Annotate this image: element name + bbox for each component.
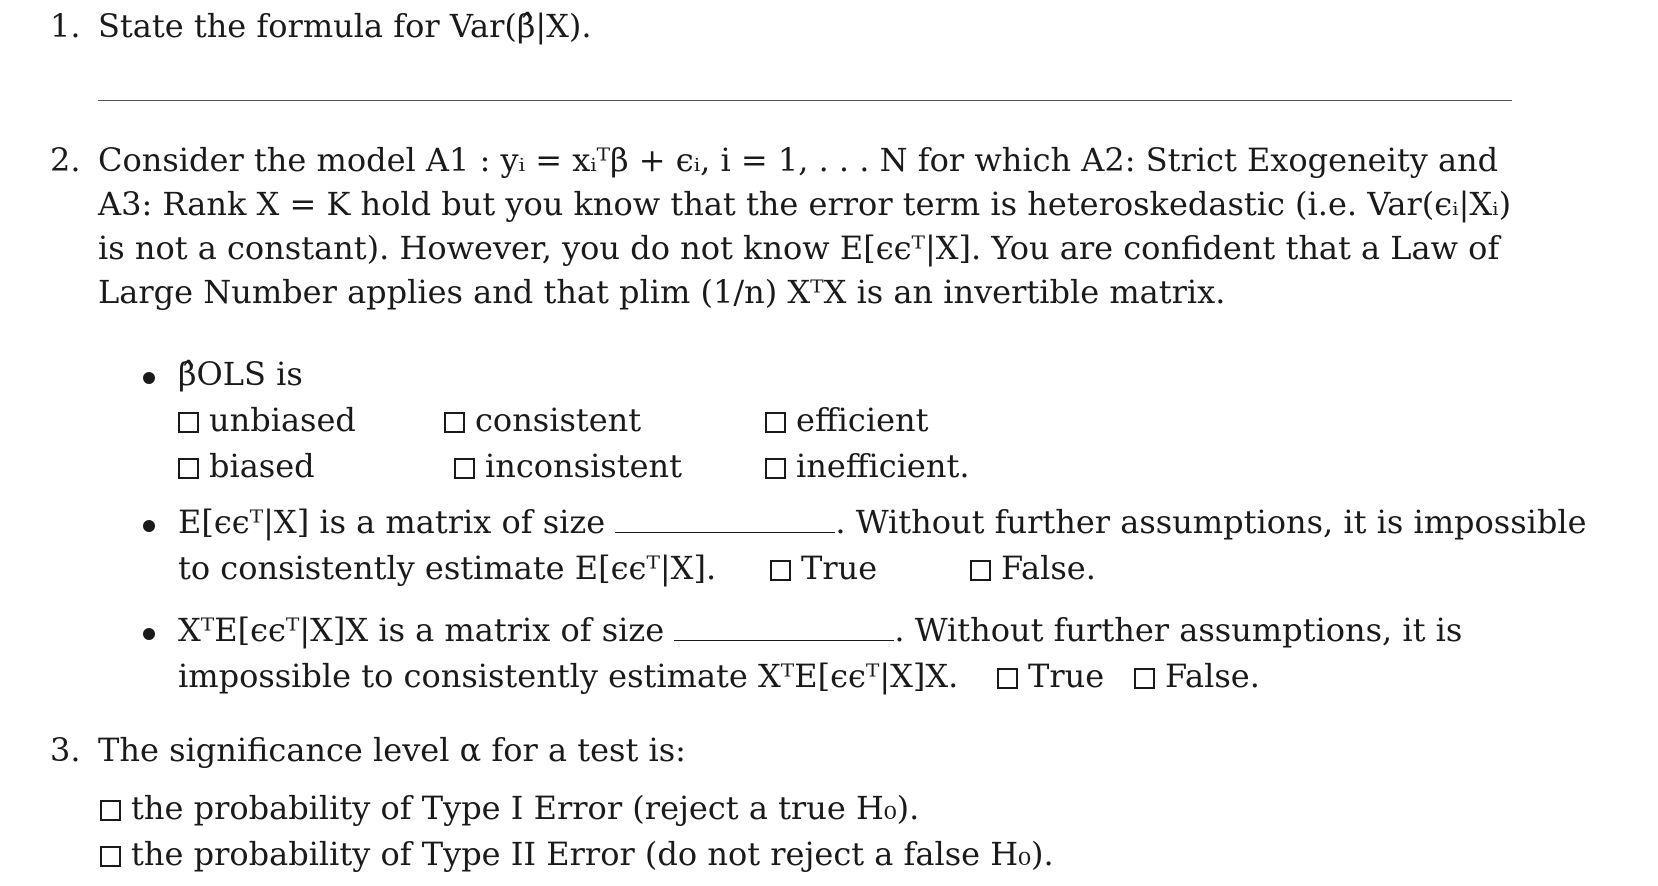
option-unbiased[interactable]: unbiased	[178, 398, 356, 442]
q1-number: 1.	[50, 7, 81, 45]
checkbox-b2-true[interactable]	[770, 560, 791, 581]
b2-line-1: E[ϵϵᵀ|X] is a matrix of size . Without further assumptions, it is impossible	[178, 503, 1587, 541]
b2-size-blank[interactable]	[615, 502, 835, 533]
q2-line-4: Large Number applies and that plim (1/n) XᵀX is an invertible matrix.	[98, 273, 1226, 311]
checkbox-inconsistent[interactable]	[454, 458, 475, 479]
b3-size-blank[interactable]	[674, 610, 894, 641]
b2-option-true[interactable]: True	[770, 546, 877, 590]
q3-number: 3.	[50, 731, 81, 769]
bullet-3-dot	[143, 628, 155, 640]
option-efficient[interactable]: efficient	[765, 398, 928, 442]
b3-line-1: XᵀE[ϵϵᵀ|X]X is a matrix of size . Without further assumptions, it is	[178, 611, 1463, 649]
checkbox-b2-false[interactable]	[970, 560, 991, 581]
q2-number: 2.	[50, 141, 81, 179]
checkbox-b3-false[interactable]	[1134, 668, 1155, 689]
checkbox-b3-true[interactable]	[997, 668, 1018, 689]
checkbox-biased[interactable]	[178, 458, 199, 479]
q3-option-type1[interactable]: the probability of Type I Error (reject a true H₀).	[100, 786, 919, 830]
option-inefficient[interactable]: inefficient.	[765, 444, 969, 488]
checkbox-unbiased[interactable]	[178, 412, 199, 433]
b3-line-2: impossible to consistently estimate XᵀE[ϵϵᵀ|X]X.	[178, 657, 959, 695]
b2-option-false[interactable]: False.	[970, 546, 1096, 590]
option-consistent[interactable]: consistent	[444, 398, 641, 442]
option-biased[interactable]: biased	[178, 444, 315, 488]
q1-text: State the formula for Var(β̂|X).	[98, 7, 592, 45]
q3-option-type2[interactable]: the probability of Type II Error (do not reject a false H₀).	[100, 832, 1054, 876]
b2-line-2: to consistently estimate E[ϵϵᵀ|X].	[178, 549, 717, 587]
q2-line-1: Consider the model A1 : yᵢ = xᵢᵀβ + ϵᵢ, i = 1, . . . N for which A2: Strict Exogeneity and	[98, 141, 1499, 179]
checkbox-type2-error[interactable]	[100, 846, 121, 867]
bullet-1-dot	[143, 372, 155, 384]
checkbox-inefficient[interactable]	[765, 458, 786, 479]
q1-answer-line[interactable]	[98, 100, 1512, 101]
checkbox-consistent[interactable]	[444, 412, 465, 433]
bullet-2-dot	[143, 520, 155, 532]
checkbox-efficient[interactable]	[765, 412, 786, 433]
b1-lead: β̂OLS is	[178, 355, 303, 393]
b3-option-false[interactable]: False.	[1134, 654, 1260, 698]
b3-option-true[interactable]: True	[997, 654, 1104, 698]
q3-text: The significance level α for a test is:	[98, 731, 686, 769]
q2-line-3: is not a constant). However, you do not know E[ϵϵᵀ|X]. You are confident that a Law of	[98, 229, 1500, 267]
checkbox-type1-error[interactable]	[100, 800, 121, 821]
option-inconsistent[interactable]: inconsistent	[454, 444, 682, 488]
q2-line-2: A3: Rank X = K hold but you know that the error term is heteroskedastic (i.e. Var(ϵᵢ|Xᵢ)	[98, 185, 1512, 223]
